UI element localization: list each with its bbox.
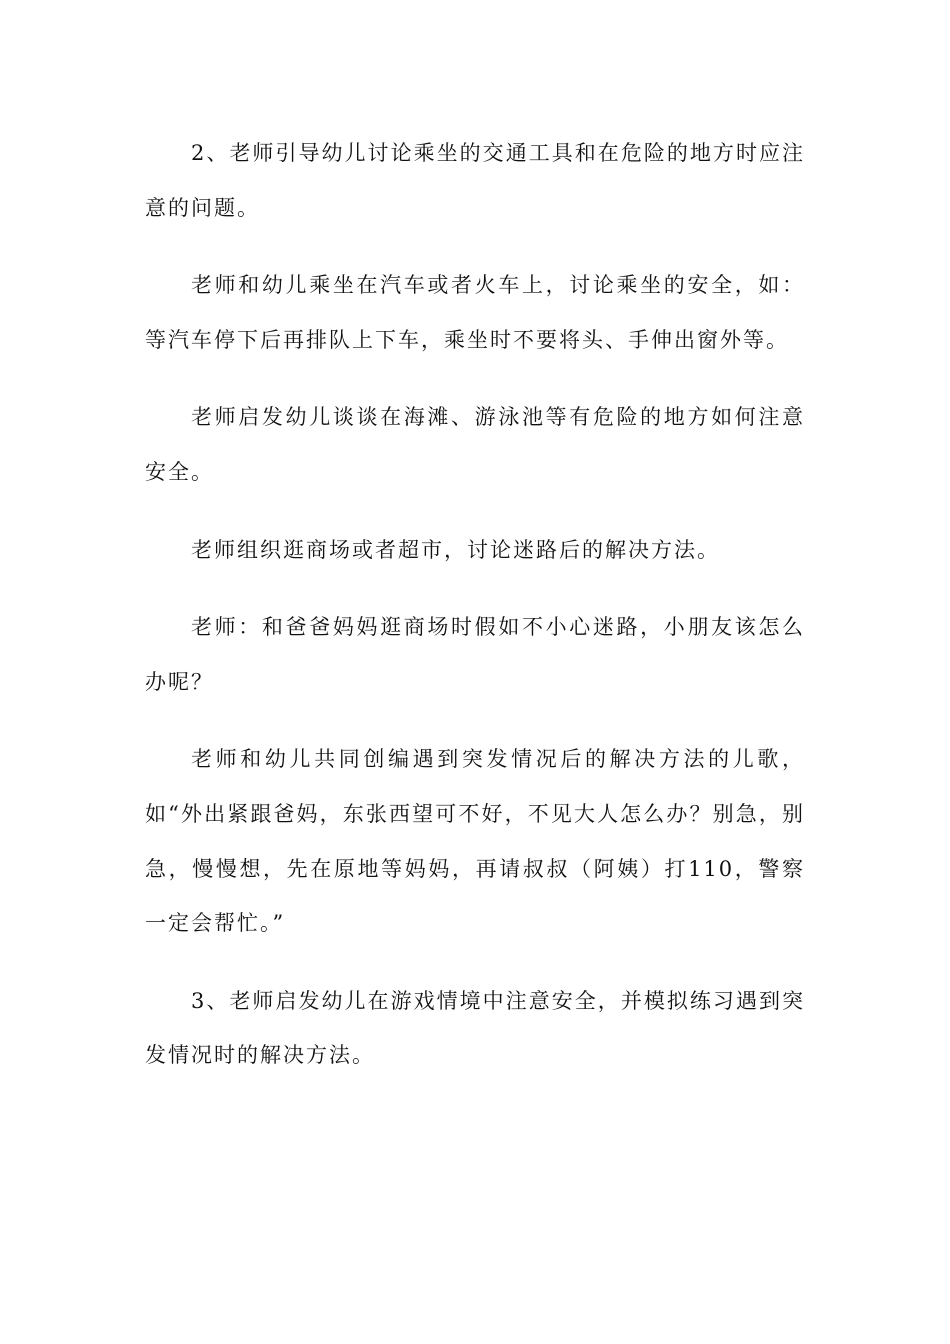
document-body — [145, 126, 805, 1106]
paragraph-3: 老师启发幼儿谈谈在海滩、游泳池等有危险的地方如何注意安全。 — [145, 405, 805, 484]
paragraph-7: 3、老师启发幼儿在游戏情境中注意安全，并模拟练习遇到突发情况时的解决方法。 — [145, 988, 805, 1068]
paragraph-5: 老师：和爸爸妈妈逛商场时假如不小心迷路，小朋友该怎么办呢？ — [145, 615, 805, 694]
paragraph-6: 老师和幼儿共同创编遇到突发情况后的解决方法的儿歌，如“外出紧跟爸妈，东张西望可不好，不见大人怎么办？别急，别急，慢慢想，先在原地等妈妈，再请叔叔（阿姨）打110，警察一定会帮忙。” — [145, 747, 805, 936]
paragraph-1: 2、老师引导幼儿讨论乘坐的交通工具和在危险的地方时应注意的问题。 — [145, 141, 805, 220]
paragraph-4: 老师组织逛商场或者超市，讨论迷路后的解决方法。 — [191, 537, 720, 562]
paragraph-2: 老师和幼儿乘坐在汽车或者火车上，讨论乘坐的安全，如：等汽车停下后再排队上下车，乘坐时不要将头、手伸出窗外等。 — [145, 273, 805, 352]
